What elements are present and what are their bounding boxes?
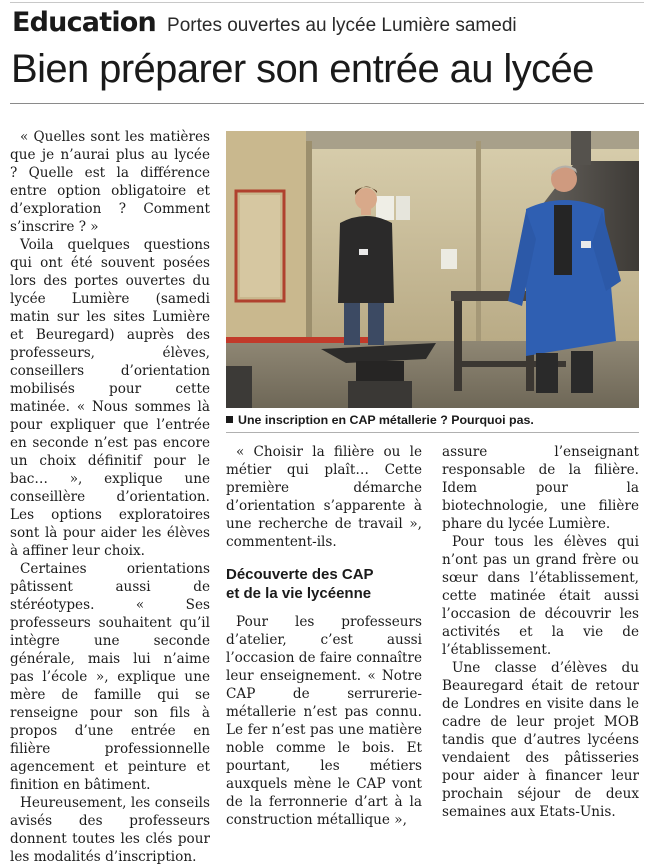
kicker: Portes ouvertes au lycée Lumière samedi — [167, 15, 517, 36]
caption-bullet-icon — [226, 416, 233, 423]
article-column-3 — [442, 443, 639, 821]
article-photo — [226, 131, 639, 408]
headline: Bien préparer son entrée au lycée — [11, 47, 594, 91]
top-rule — [10, 2, 644, 3]
section-label: Education — [12, 7, 156, 38]
article-column-2 — [226, 443, 422, 829]
paragraph: Voila quelques questions qui ont été souvent posées lors des portes ouvertes du lycée Lumière (samedi matin sur les sites Lumière et Beuregard) auprès des professeurs, élèves, conseillers d’orientation mobilisés pour cette matinée. « Nous sommes là pour expliquer que l’entrée en seconde n’est pas encore un choix définitif pour le bac… », explique une conseillère d’orientation. Les options exploratoires sont là pour aider les élèves à affiner leur choix. — [10, 237, 210, 559]
paragraph: Certaines orientations pâtissent aussi de stéréotypes. « Ses professeurs souhaitent qu’il intègre une seconde générale, mais lui n’aime pas l’école », explique une mère de famille qui se renseigne pour son fils à propos d’une entrée en filière professionnelle agencement et peinture et finition en bâtiment. — [10, 561, 210, 793]
paragraph: « Choisir la filière ou le métier qui plaît… Cette première démarche d’orientation s’apparente à une recherche de travail », commentent-ils. — [226, 444, 422, 550]
subheading-line-2: et de la vie lycéenne — [226, 585, 372, 602]
subheading-line-1: Découverte des CAP — [226, 566, 374, 583]
headline-rule — [10, 103, 644, 104]
paragraph: « Quelles sont les matières que je n’aurai plus au lycée ? Quelle est la différence entre option obligatoire et d’exploration ? Comment s’inscrire ? » — [10, 129, 210, 235]
paragraph: Heureusement, les conseils avisés des professeurs donnent toutes les clés pour les modalités d’inscription. — [10, 795, 210, 865]
paragraph: Une classe d’élèves du Beauregard était de retour de Londres en visite dans le cadre de leur projet MOB tandis que d’autres lycéens vendaient des pâtisseries pour aider à financer leur prochain séjour de deux semaines aux Etats-Unis. — [442, 660, 639, 820]
rubric-line — [12, 7, 517, 38]
paragraph: assure l’enseignant responsable de la filière. Idem pour la biotechnologie, une filière phare du lycée Lumière. — [442, 444, 639, 532]
subheading — [226, 565, 422, 603]
workshop-photo-illustration — [226, 131, 639, 408]
paragraph: Pour les professeurs d’atelier, c’est aussi l’occasion de faire connaître leur enseignement. « Notre CAP de serrurerie-métallerie n’est pas connu. Le fer n’est pas une matière noble comme le bois. Et pourtant, les métiers auxquels mène le CAP vont de la ferronnerie d’art à la construction métallique », — [226, 614, 422, 828]
paragraph: Pour tous les élèves qui n’ont pas un grand frère ou sœur dans l’établissement, cette matinée était aussi l’occasion de découvrir les activités et la vie de l’établissement. — [442, 534, 639, 658]
caption-text: Une inscription en CAP métallerie ? Pourquoi pas. — [238, 413, 534, 427]
caption-rule — [226, 432, 639, 433]
article-column-1 — [10, 128, 210, 866]
photo-caption — [226, 413, 639, 427]
